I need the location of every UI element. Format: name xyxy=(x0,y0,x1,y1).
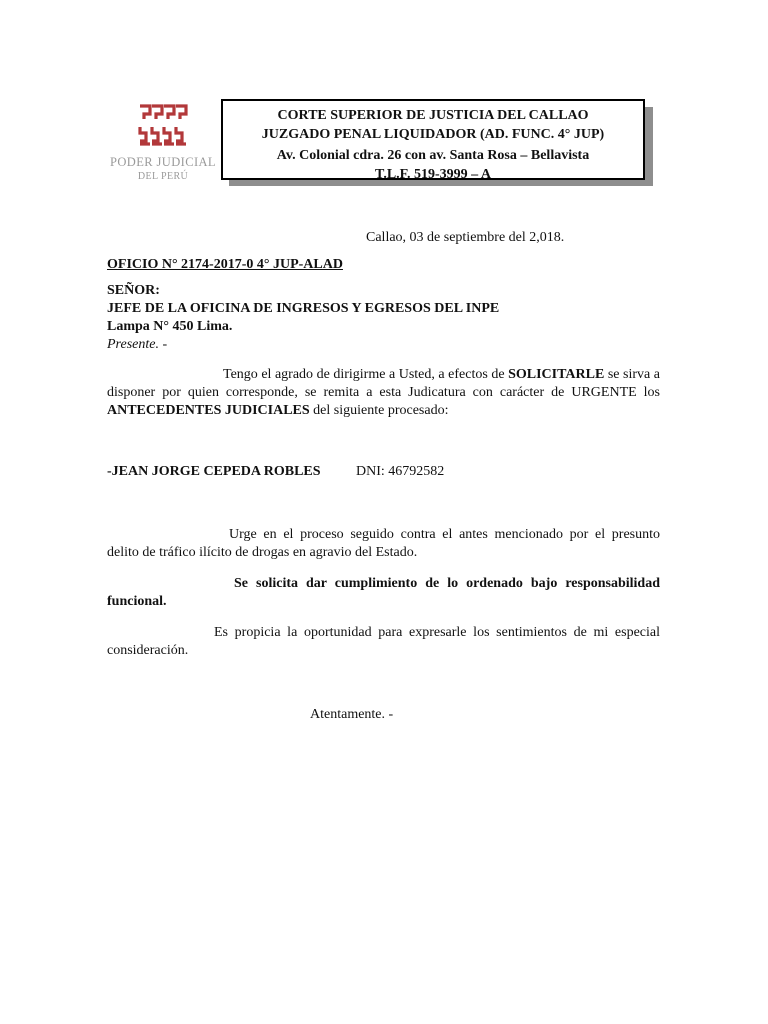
recipient-title: JEFE DE LA OFICINA DE INGRESOS Y EGRESOS DEL INPE xyxy=(107,301,500,316)
request-subject: ANTECEDENTES JUDICIALES xyxy=(107,403,310,418)
compliance-text: Se solicita dar cumplimiento de lo ordenado bajo responsabilidad funcional. xyxy=(107,576,660,609)
court-phone: T.L.F. 519-3999 – A xyxy=(375,167,491,180)
recipient-salutation: SEÑOR: xyxy=(107,283,160,298)
logo-subtitle: DEL PERÚ xyxy=(137,171,189,182)
closing-paragraph xyxy=(107,624,660,660)
closing-text: Es propicia la oportunidad para expresarle los sentimientos de mi especial consideración. xyxy=(107,625,660,658)
accused-dni: DNI: 46792582 xyxy=(356,464,445,479)
court-address: Av. Colonial cdra. 26 con av. Santa Rosa – Bellavista xyxy=(276,148,590,163)
presente-line: Presente. - xyxy=(107,337,168,352)
request-text-a: Tengo el agrado de dirigirme a Usted, a efectos de xyxy=(223,367,509,382)
court-name: CORTE SUPERIOR DE JUSTICIA DEL CALLAO xyxy=(277,108,589,123)
judicial-emblem-icon xyxy=(138,103,188,147)
urgency-text: Urge en el proceso seguido contra el antes mencionado por el presunto delito de tráfico ilícito de drogas en agravio del Estado. xyxy=(107,527,660,560)
poder-judicial-logo xyxy=(110,103,216,183)
letter-date: Callao, 03 de septiembre del 2,018. xyxy=(366,230,565,245)
urgency-paragraph xyxy=(107,526,660,562)
request-text-e: del siguiente procesado: xyxy=(309,403,449,418)
accused-name: -JEAN JORGE CEPEDA ROBLES xyxy=(107,464,321,479)
sign-off: Atentamente. - xyxy=(310,707,394,722)
recipient-address: Lampa N° 450 Lima. xyxy=(107,319,233,334)
logo-title: PODER JUDICIAL xyxy=(110,155,216,169)
compliance-paragraph xyxy=(107,575,660,611)
request-keyword: SOLICITARLE xyxy=(508,367,605,382)
court-header-box xyxy=(221,99,645,180)
court-division: JUZGADO PENAL LIQUIDADOR (AD. FUNC. 4° JUP) xyxy=(261,127,605,142)
request-paragraph xyxy=(107,366,660,420)
oficio-number: OFICIO N° 2174-2017-0 4° JUP-ALAD xyxy=(107,257,343,272)
request-text-c: se sirva a disponer por quien corresponde, se remita a esta Judicatura con carácter de URGENTE los xyxy=(107,367,660,400)
